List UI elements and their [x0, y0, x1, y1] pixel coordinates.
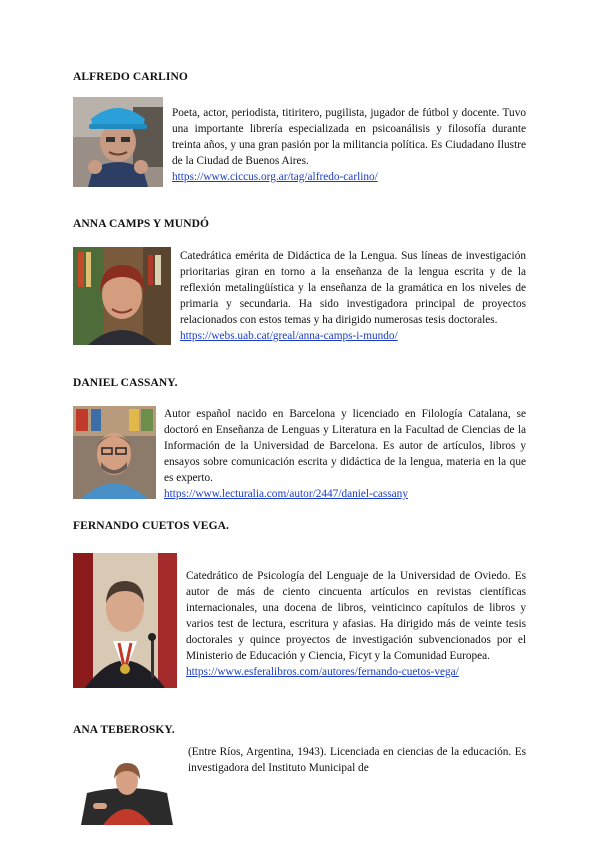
author-photo: [73, 553, 177, 688]
author-bio: Autor español nacido en Barcelona y licenciado en Filología Catalana, se doctoró en Enseñanza de Lenguas y Literatura en la Facultad de Ciencias de la Información de la Universidad de Barcelona. Es autor de artículos, libros y ensayos sobre comunicación escrita y didáctica de la lengua, materia en la que es experto. https://www.lecturalia.com/autor/2447/daniel-cassany: [164, 408, 526, 500]
author-photo: [73, 247, 171, 345]
author-bio: Poeta, actor, periodista, titiritero, pugilista, jugador de fútbol y docente. Tuvo una importante librería especializada en psicoanálisis y filosofía durante treinta años, y una gran pasión por la militancia política. Es Ciudadano Ilustre de la Ciudad de Buenos Aires. https://www.ciccus.org.ar/tag/alfredo-carlino/: [172, 107, 526, 183]
author-photo: [73, 753, 181, 825]
author-bio: (Entre Ríos, Argentina, 1943). Licenciada en ciencias de la educación. Es investigadora del Instituto Municipal de: [188, 746, 526, 774]
author-link[interactable]: https://www.lecturalia.com/autor/2447/daniel-cassany: [164, 488, 408, 500]
author-name: ALFREDO CARLINO: [73, 71, 188, 83]
author-link[interactable]: https://www.esferalibros.com/autores/fernando-cuetos-vega/: [186, 666, 459, 678]
author-name: ANA TEBEROSKY.: [73, 724, 175, 736]
author-photo: [73, 97, 163, 187]
author-bio: Catedrática emérita de Didáctica de la Lengua. Sus líneas de investigación prioritarias giran en torno a la enseñanza de la lengua escrita y de la reflexión metalingüística y la enseñanza de la gramática en los niveles de primaria y secundaria. Ha sido investigadora principal de proyectos relacionados con estos temas y ha dirigido numerosas tesis doctorales. https://webs.uab.cat/greal/anna-camps-i-mundo/: [180, 250, 526, 342]
author-link[interactable]: https://webs.uab.cat/greal/anna-camps-i-mundo/: [180, 330, 398, 342]
author-bio: Catedrático de Psicología del Lenguaje de la Universidad de Oviedo. Es autor de más de ciento cincuenta artículos en revistas científicas internacionales, una docena de libros, veinticinco capítulos de libros y varios test de lectura, escritura y afasias. Ha dirigido más de veinte tesis doctorales y quince proyectos de investigación subvencionados por el Ministerio de Educación y Ciencia, Ficyt y la Comunidad Europea. https://www.esferalibros.com/autores/fernando-cuetos-vega/: [186, 570, 526, 678]
author-photo: [73, 406, 156, 499]
author-name: DANIEL CASSANY.: [73, 377, 178, 389]
author-link[interactable]: https://www.ciccus.org.ar/tag/alfredo-carlino/: [172, 171, 378, 183]
author-name: ANNA CAMPS Y MUNDÓ: [73, 218, 210, 230]
author-name: FERNANDO CUETOS VEGA.: [73, 520, 229, 532]
